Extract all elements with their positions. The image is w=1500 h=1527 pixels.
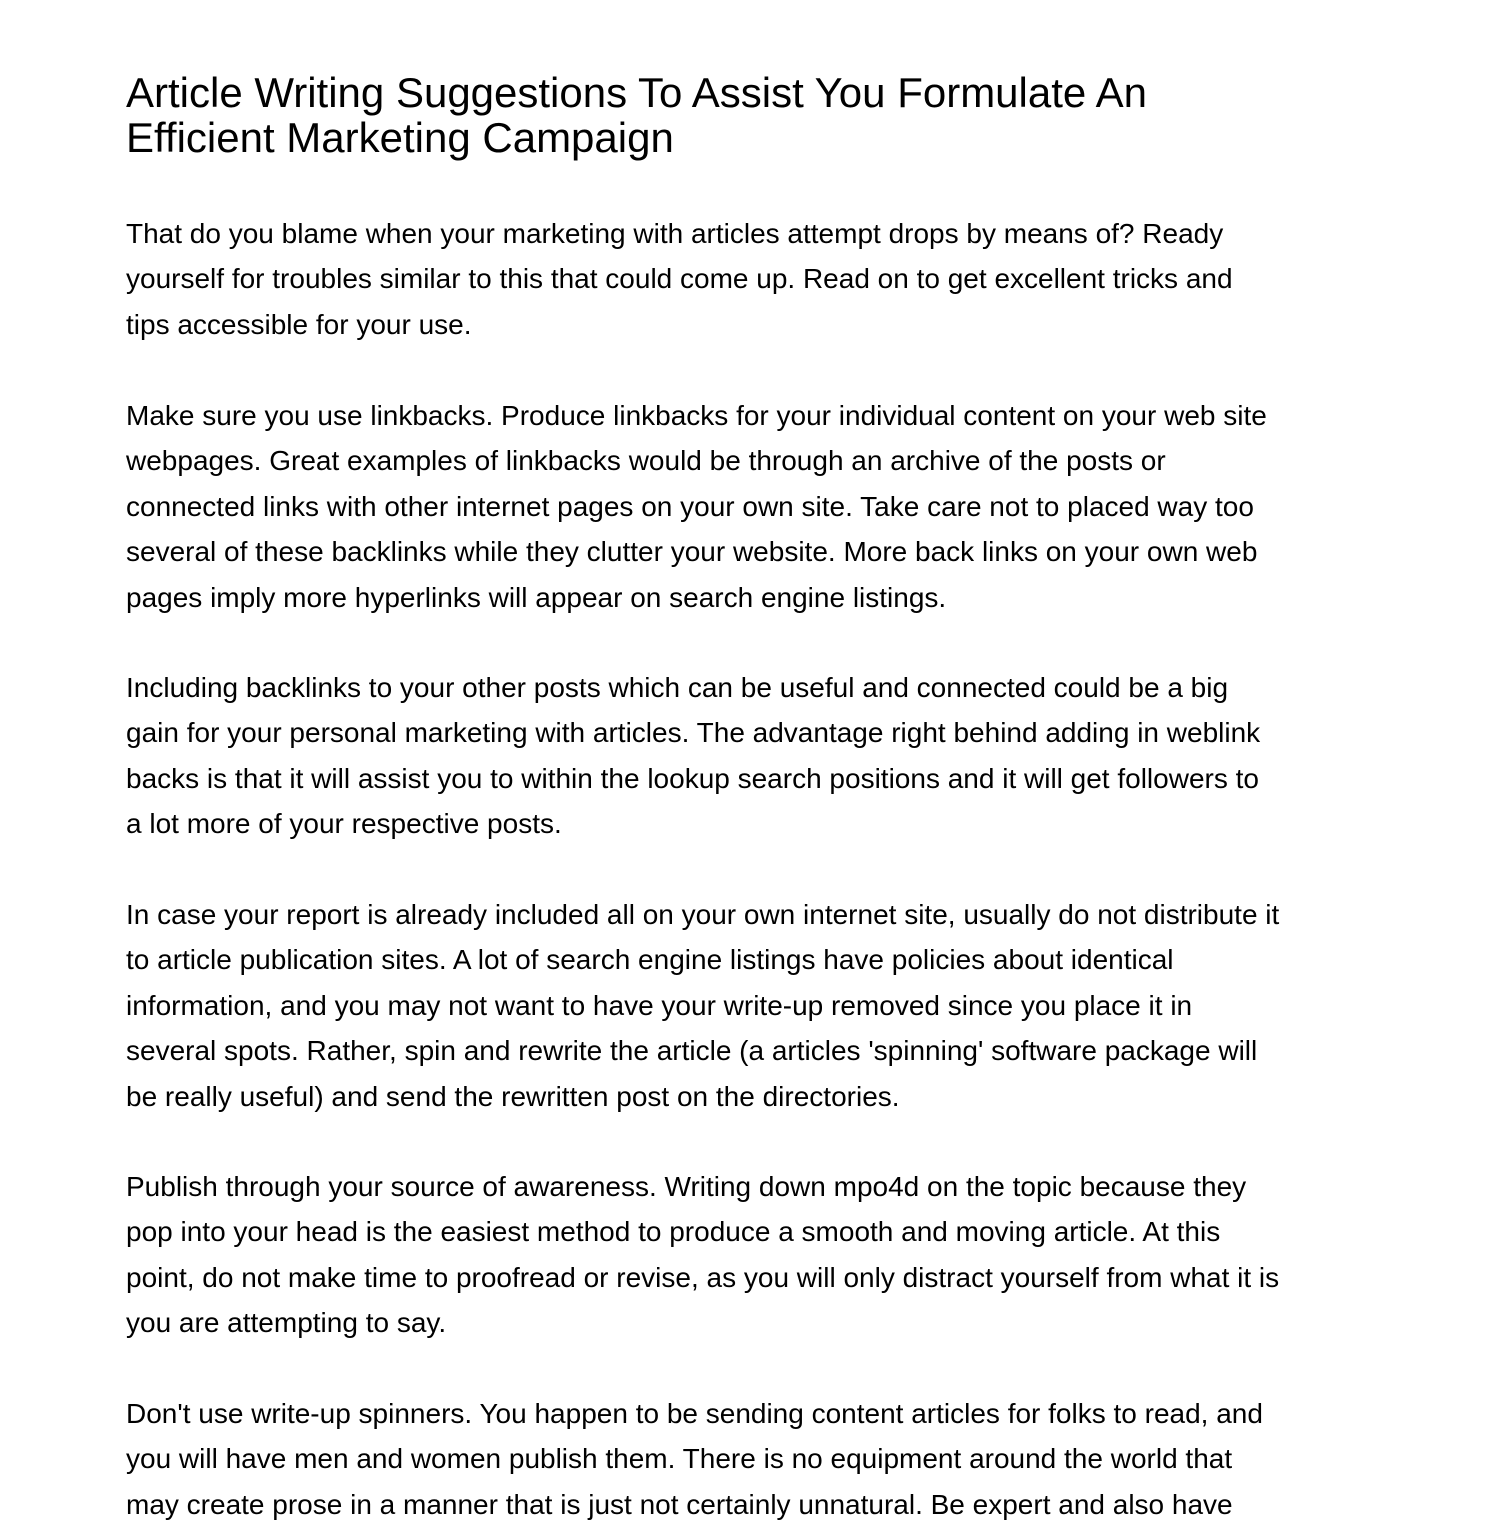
- document-title: [126, 70, 1386, 160]
- paragraph-line: you will have men and women publish them. There is no equipment around the world that: [126, 1443, 1233, 1475]
- paragraph-line: be really useful) and send the rewritten post on the directories.: [126, 1080, 900, 1112]
- paragraph-line: connected links with other internet pages on your own site. Take care not to placed way too: [126, 490, 1254, 522]
- paragraph-line: point, do not make time to proofread or revise, as you will only distract yourself from what it is: [126, 1261, 1280, 1293]
- paragraph-5: [126, 1164, 1388, 1346]
- paragraph-line: tips accessible for your use.: [126, 308, 472, 340]
- paragraph-line: Don't use write-up spinners. You happen to be sending content articles for folks to read, and: [126, 1398, 1263, 1429]
- paragraph-line: Make sure you use linkbacks. Produce linkbacks for your individual content on your web site: [126, 400, 1267, 431]
- paragraph-line: a lot more of your respective posts.: [126, 808, 562, 840]
- paragraph-line: Including backlinks to your other posts which can be useful and connected could be a big: [126, 672, 1229, 703]
- paragraph-3: [126, 665, 1388, 847]
- paragraph-line: gain for your personal marketing with articles. The advantage right behind adding in weblink: [126, 717, 1261, 749]
- paragraph-4: [126, 892, 1388, 1119]
- paragraph-line: several of these backlinks while they clutter your website. More back links on your own web: [126, 536, 1258, 568]
- paragraph-line: Publish through your source of awareness. Writing down mpo4d on the topic because they: [126, 1171, 1247, 1202]
- paragraph-line: yourself for troubles similar to this that could come up. Read on to get excellent tricks and: [126, 263, 1233, 295]
- title-line: Article Writing Suggestions To Assist You Formulate An: [126, 69, 1147, 116]
- paragraph-line: information, and you may not want to have your write-up removed since you place it in: [126, 989, 1193, 1021]
- paragraph-2: [126, 393, 1388, 620]
- paragraph-line: may create prose in a manner that is just not certainly unnatural. Be expert and also have: [126, 1488, 1233, 1520]
- paragraph-line: to article publication sites. A lot of search engine listings have policies about identical: [126, 944, 1174, 976]
- paragraph-line: In case your report is already included all on your own internet site, usually do not distribute it: [126, 899, 1280, 930]
- paragraph-line: That do you blame when your marketing with articles attempt drops by means of? Ready: [126, 218, 1224, 249]
- paragraph-line: backs is that it will assist you to within the lookup search positions and it will get followers to: [126, 762, 1259, 794]
- paragraph-line: several spots. Rather, spin and rewrite the article (a articles 'spinning' software package will: [126, 1035, 1258, 1067]
- paragraph-line: pages imply more hyperlinks will appear on search engine listings.: [126, 581, 947, 613]
- paragraph-line: you are attempting to say.: [126, 1307, 447, 1339]
- title-line: Efficient Marketing Campaign: [126, 114, 674, 161]
- paragraph-line: webpages. Great examples of linkbacks would be through an archive of the posts or: [126, 445, 1166, 477]
- paragraph-6: [126, 1391, 1388, 1527]
- paragraph-1: [126, 211, 1388, 347]
- paragraph-line: pop into your head is the easiest method to produce a smooth and moving article. At this: [126, 1216, 1221, 1248]
